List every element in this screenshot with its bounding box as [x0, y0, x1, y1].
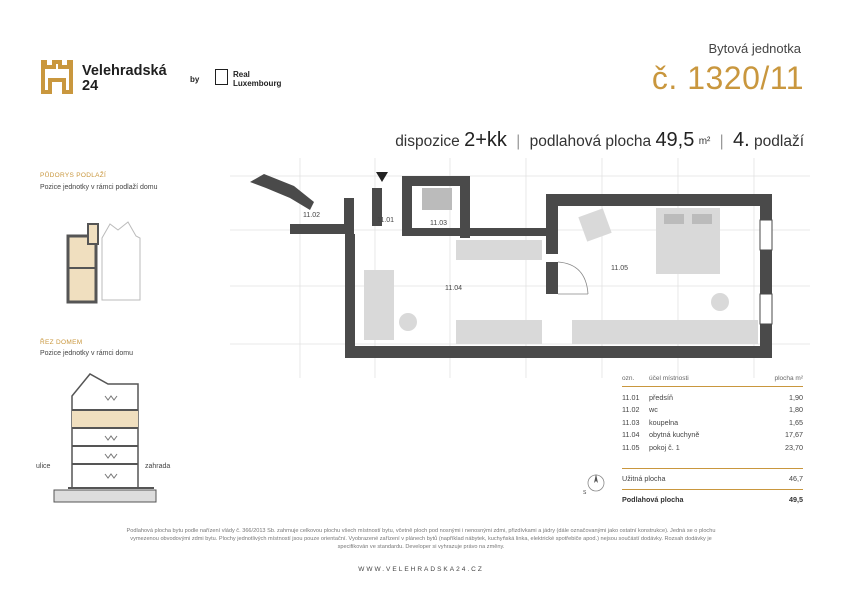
plans-title: PŮDORYS PODLAŽÍ [40, 172, 107, 179]
section-subtitle: Pozice jednotky v rámci domu [40, 350, 133, 357]
layout-label: dispozice [395, 133, 460, 150]
garden-label: zahrada [145, 463, 171, 470]
unit-label: Bytová jednotka [708, 41, 801, 56]
brand-name [82, 64, 167, 94]
table-row [622, 391, 803, 404]
street-label: ulice [36, 463, 51, 470]
section-title: ŘEZ DOMEM [40, 339, 83, 346]
partner-line1: Real [233, 70, 250, 79]
unit-summary: dispozice 2+kk | podlahová plocha 49,5 m² | 4. podlaží [395, 129, 804, 151]
area-value: 49,5 [655, 129, 695, 151]
room-label-11-03: 11.03 [430, 220, 447, 227]
room-label-11-01: 11.01 [377, 217, 394, 224]
row-code: 11.04 [622, 430, 640, 440]
row-area: 1,65 [789, 417, 803, 427]
row-name: pokoj č. 1 [649, 442, 680, 452]
website-link[interactable]: WWW.VELEHRADSKA24.CZ [358, 566, 484, 573]
compass-label: S [583, 490, 587, 496]
row-name: obytná kuchyně [649, 430, 700, 440]
layout-value: 2+kk [464, 129, 507, 151]
usable-label: Užitná plocha [622, 474, 666, 483]
row-code: 11.05 [622, 442, 640, 452]
table-row [622, 416, 803, 429]
castle-logo-icon [39, 58, 75, 96]
floor-key-plan [62, 218, 162, 306]
table-row [622, 441, 803, 454]
table-row [622, 429, 803, 442]
brand-name-line2: 24 [82, 78, 99, 94]
row-area: 17,67 [785, 430, 803, 440]
unit-number: č. 1320/11 [651, 60, 804, 96]
plans-subtitle: Pozice jednotky v rámci podlaží domu [40, 184, 158, 191]
row-code: 11.03 [622, 417, 640, 427]
row-code: 11.02 [622, 405, 640, 415]
row-area: 23,70 [785, 442, 803, 452]
partner-name [233, 70, 281, 88]
room-label-11-05: 11.05 [611, 265, 628, 272]
row-name: předsíň [649, 392, 673, 402]
unit-floor-plan [230, 158, 810, 378]
row-area: 1,90 [789, 392, 803, 402]
row-area: 1,80 [789, 405, 803, 415]
floor-label: podlaží [754, 133, 804, 150]
building-section-diagram [50, 368, 160, 503]
header-name: účel místnosti [649, 375, 689, 382]
table-row [622, 404, 803, 417]
footnote-line2: vymezenou obvodovými zdmi bytu. Plochy jednotlivých místností jsou pouze orientační. Vyobrazené zařízení v plánech bytů (například nábytek, kuchyňská linka, elektrické spotřebiče apod.) nejsou součástí dodávky. Rozsah dodávky je [130, 536, 712, 542]
header-code: ozn. [622, 375, 635, 382]
header-area: plocha m² [774, 375, 803, 382]
usable-value: 46,7 [789, 474, 803, 483]
footnote-line3: specifikován ve standardu. Developer si vyhrazuje právo na změny. [337, 544, 505, 550]
floor-area-value: 49,5 [789, 495, 803, 504]
floor-area-label: Podlahová plocha [622, 495, 684, 504]
compass-icon [585, 472, 607, 494]
partner-logo-icon [215, 69, 228, 85]
by-label: by [190, 75, 200, 84]
room-label-11-04: 11.04 [445, 285, 462, 292]
footnote [40, 527, 802, 551]
area-label: podlahová plocha [529, 133, 652, 150]
area-unit: m² [698, 136, 711, 147]
row-code: 11.01 [622, 392, 640, 402]
floor-value: 4. [733, 129, 750, 151]
partner-line2: Luxembourg [233, 79, 282, 88]
row-name: wc [649, 405, 658, 415]
brand-name-line1: Velehradská [82, 63, 167, 79]
area-table [622, 371, 803, 510]
room-label-11-02: 11.02 [303, 212, 320, 219]
row-name: koupelna [649, 417, 679, 427]
usable-area-row [622, 468, 803, 489]
footnote-line1: Podlahová plocha bytu podle nařízení vlády č. 366/2013 Sb. zahrnuje celkovou plochu všech místností bytu, včetně ploch pod nosnými i nenosnými zdmi, přizdívkami a jádry (dále označovanými jako ostatní konstrukce). Jedná se o plochu [126, 528, 716, 534]
floor-area-row [622, 489, 803, 510]
table-header [622, 371, 803, 387]
